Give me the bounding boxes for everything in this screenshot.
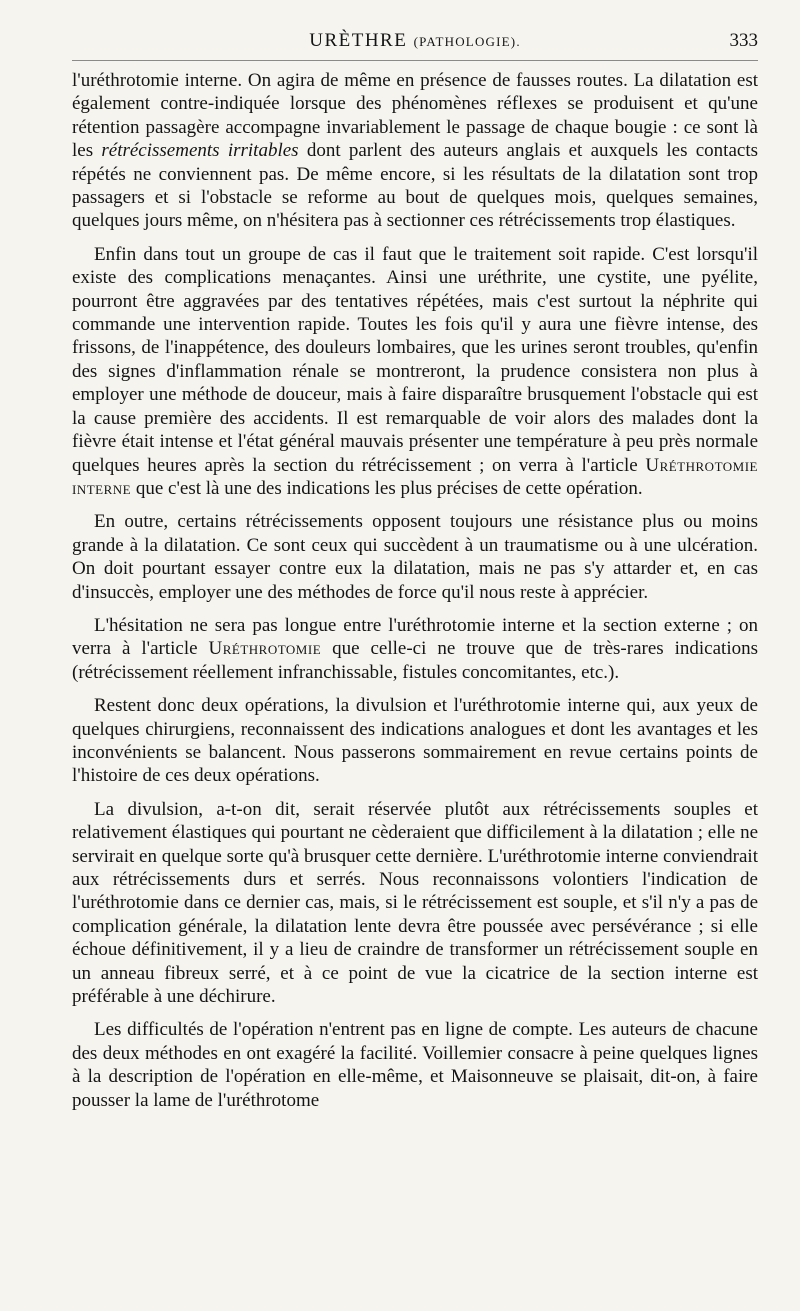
text-run: En outre, certains rétrécissements opposent toujours une résistance plus ou moins grande à la dilatation. Ce sont ceux qui succèdent à un traumatisme ou à une ulcération. On doit pourtant essayer contre eux la dilatation, mais ne pas s'y attarder et, en cas d'insuccès, employer une des méthodes de force qu'il nous reste à apprécier.	[72, 511, 758, 603]
text-run: L'hésitation ne sera pas longue entre l'uréthrotomie interne et la section externe ; on verra à l'article	[72, 614, 758, 660]
running-header	[72, 26, 758, 61]
cross-reference: Uréthrotomie interne	[72, 454, 758, 499]
text-run: dont parlent des auteurs anglais et auxquels les contacts répétés ne conviennent pas. De même encore, si les résultats de la dilatation sont trop passagers et si l'obstacle se reforme au bout de quelques mois, quelques semaines, quelques jours même, on n'hésitera pas à sectionner ces rétrécissements trop élastiques.	[72, 140, 758, 232]
paragraph	[72, 510, 758, 604]
text-run: l'uréthrotomie interne. On agira de même en présence de fausses routes. La dilatation est également contre-indiquée lorsque des phénomènes réflexes se produisent et qu'une rétention passagère accompagne invariablement le passage de chaque bougie : ce sont là les	[72, 70, 758, 162]
running-title	[72, 30, 758, 52]
paragraph	[72, 694, 758, 788]
cross-reference: Uréthrotomie	[208, 638, 322, 660]
paragraph	[72, 1018, 758, 1112]
text-run: que c'est là une des indications les plus précises de cette opération.	[131, 477, 643, 499]
paragraph	[72, 798, 758, 1009]
text-run: La divulsion, a-t-on dit, serait réservée plutôt aux rétrécissements souples et relativement élastiques qui pourtant ne cèderaient que difficilement à la dilatation ; elle ne servirait en quelque sorte qu'à brusquer cette dernière. L'uréthrotomie interne conviendrait aux rétrécissements durs et serrés. Nous reconnaissons volontiers l'indication de l'uréthrotomie dans ce dernier cas, mais, si le rétrécissement est souple, et s'il n'y a pas de complication générale, la dilatation lente devra être poussée avec persévérance ; si elle échoue définitivement, il y a lieu de craindre de transformer un rétrécissement souple en un anneau fibreux serré, et à ce point de vue la cicatrice de la section interne est préférable à une déchirure.	[72, 798, 758, 1008]
running-title-subtitle: (PATHOLOGIE).	[413, 34, 521, 49]
text-run: Les difficultés de l'opération n'entrent pas en ligne de compte. Les auteurs de chacune des deux méthodes en ont exagéré la facilité. Voillemier consacre à peine quelques lignes à la description de l'opération en elle-même, et Maisonneuve se plaisait, dit-on, à faire pousser la lame de l'uréthrotome	[72, 1019, 758, 1111]
running-title-main: URÈTHRE	[309, 30, 408, 51]
text-run: Enfin dans tout un groupe de cas il faut que le traitement soit rapide. C'est lorsqu'il existe des complications menaçantes. Ainsi une uréthrite, une cystite, une pyélite, pourront être aggravées par des tentatives répétées, mais c'est surtout la néphrite qui commande une intervention rapide. Toutes les fois qu'il y aura une fièvre intense, des frissons, de l'inappétence, des douleurs lombaires, que les urines seront troubles, qu'enfin des signes d'inflammation rénale se montreront, la prudence consistera non plus à employer une méthode de douceur, mais à faire disparaître brusquement l'obstacle qui est la cause première des accidents. Il est remarquable de voir alors des malades dont la fièvre était intense et l'état général mauvais présenter une température à peu près normale quelques heures après la section du rétrécissement ; on verra à l'article	[72, 243, 758, 476]
paragraph	[72, 243, 758, 500]
body-text	[72, 69, 758, 1112]
italic-term: rétrécissements irritables	[101, 140, 299, 162]
page-number: 333	[729, 30, 758, 51]
paragraph	[72, 614, 758, 684]
paragraph	[72, 69, 758, 233]
text-run: Restent donc deux opérations, la divulsion et l'uréthrotomie interne qui, aux yeux de quelques chirurgiens, reconnaissent des indications analogues et dont les avantages et les inconvénients se balancent. Nous passerons sommairement en revue certains points de l'histoire de ces deux opérations.	[72, 695, 758, 787]
text-run: que celle-ci ne trouve que de très-rares indications (rétrécissement réellement infranchissable, fistules concomitantes, etc.).	[72, 638, 758, 683]
